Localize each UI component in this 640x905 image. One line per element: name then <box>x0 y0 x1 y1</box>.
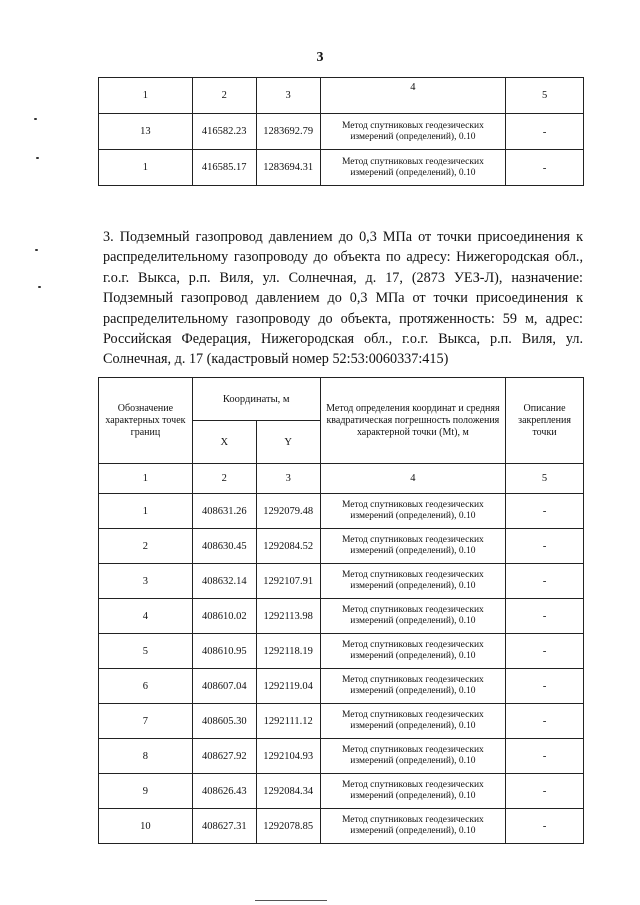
coord-x: 408610.02 <box>192 599 256 634</box>
table-row <box>99 739 584 774</box>
method-cell: Метод спутниковых геодезических измерений (определений), 0.10 <box>320 739 505 774</box>
header-cell: 3 <box>256 78 320 114</box>
description-cell: - <box>506 494 584 529</box>
scan-speck <box>38 286 41 288</box>
method-cell: Метод спутниковых геодезических измерений (определений), 0.10 <box>320 809 505 844</box>
table-row <box>99 564 584 599</box>
description-cell: - <box>506 704 584 739</box>
coord-y: 1292111.12 <box>256 704 320 739</box>
description-cell: - <box>506 774 584 809</box>
coord-x: 408627.31 <box>192 809 256 844</box>
coord-x: 408632.14 <box>192 564 256 599</box>
point-number: 1 <box>99 150 193 186</box>
page-number: 3 <box>316 50 324 65</box>
method-cell: Метод спутниковых геодезических измерений (определений), 0.10 <box>320 529 505 564</box>
method-cell: Метод спутниковых геодезических измерений (определений), 0.10 <box>320 599 505 634</box>
coord-y: 1292113.98 <box>256 599 320 634</box>
method-cell: Метод спутниковых геодезических измерений (определений), 0.10 <box>320 564 505 599</box>
coord-x: 416585.17 <box>192 150 256 186</box>
description-cell: - <box>506 529 584 564</box>
header-y: Y <box>256 421 320 464</box>
method-cell: Метод спутниковых геодезических измерений (определений), 0.10 <box>320 634 505 669</box>
point-number: 1 <box>99 494 193 529</box>
point-number: 13 <box>99 114 193 150</box>
header-description: Описание закрепления точки <box>506 378 584 464</box>
coord-y: 1292119.04 <box>256 669 320 704</box>
description-cell: - <box>506 564 584 599</box>
point-number: 8 <box>99 739 193 774</box>
footer-line <box>255 900 327 901</box>
coord-x: 408605.30 <box>192 704 256 739</box>
coord-x: 408631.26 <box>192 494 256 529</box>
point-number: 7 <box>99 704 193 739</box>
table-row <box>99 494 584 529</box>
coord-y: 1292079.48 <box>256 494 320 529</box>
coord-y: 1292104.93 <box>256 739 320 774</box>
coordinates-table-continued <box>98 77 584 186</box>
header-cell: 4 <box>320 78 506 114</box>
table-row <box>99 774 584 809</box>
point-number: 10 <box>99 809 193 844</box>
coord-x: 416582.23 <box>192 114 256 150</box>
point-number: 2 <box>99 529 193 564</box>
point-number: 6 <box>99 669 193 704</box>
table-header-row <box>99 378 584 421</box>
scan-speck <box>35 249 38 251</box>
coord-x: 408607.04 <box>192 669 256 704</box>
coordinates-table <box>98 377 584 844</box>
table-row <box>99 114 584 150</box>
header-coordinates: Координаты, м <box>192 378 320 421</box>
coord-x: 408627.92 <box>192 739 256 774</box>
method-cell: Метод спутниковых геодезических измерений (определений), 0.10 <box>320 704 505 739</box>
coord-y: 1283694.31 <box>256 150 320 186</box>
coord-x: 408626.43 <box>192 774 256 809</box>
header-cell: 5 <box>506 78 584 114</box>
method-cell: Метод спутниковых геодезических измерений (определений), 0.10 <box>320 774 505 809</box>
column-number: 2 <box>192 464 256 494</box>
table-row <box>99 669 584 704</box>
coord-y: 1292118.19 <box>256 634 320 669</box>
header-cell: 2 <box>192 78 256 114</box>
description-cell: - <box>506 150 584 186</box>
description-cell: - <box>506 114 584 150</box>
coord-y: 1292084.52 <box>256 529 320 564</box>
coord-y: 1292084.34 <box>256 774 320 809</box>
method-cell: Метод спутниковых геодезических измерений (определений), 0.10 <box>320 150 506 186</box>
description-cell: - <box>506 739 584 774</box>
coord-x: 408630.45 <box>192 529 256 564</box>
method-cell: Метод спутниковых геодезических измерений (определений), 0.10 <box>320 114 506 150</box>
section-paragraph: 3. Подземный газопровод давлением до 0,3 МПа от точки присоединения к распределительному газопроводу до объекта по адресу: Нижегородская обл., г.о.г. Выкса, р.п. Виля, ул. Солнечная, д. 17, (2873 УЕЗ-Л), назначение: Подземный газопровод давлением до 0,3 МПа от точки присоединения к распределительному газопроводу до объекта, протяженность: 59 м, адрес: Российская Федерация, Нижегородская обл., г.о.г. Выкса, р.п. Виля, ул. Солнечная, д. 17 (кадастровый номер 52:53:0060337:415) <box>103 229 583 368</box>
table-row <box>99 704 584 739</box>
scan-speck <box>36 157 39 159</box>
method-cell: Метод спутниковых геодезических измерений (определений), 0.10 <box>320 669 505 704</box>
point-number: 3 <box>99 564 193 599</box>
description-cell: - <box>506 809 584 844</box>
description-cell: - <box>506 634 584 669</box>
table-row <box>99 634 584 669</box>
header-x: X <box>192 421 256 464</box>
coord-y: 1292078.85 <box>256 809 320 844</box>
table-row <box>99 599 584 634</box>
point-number: 5 <box>99 634 193 669</box>
scan-speck <box>34 118 37 120</box>
header-point-designation: Обозначение характерных точек границ <box>99 378 193 464</box>
column-number: 4 <box>320 464 505 494</box>
table-header-row <box>99 78 584 114</box>
header-cell: 1 <box>99 78 193 114</box>
description-cell: - <box>506 599 584 634</box>
column-number: 5 <box>506 464 584 494</box>
point-number: 9 <box>99 774 193 809</box>
table-row <box>99 529 584 564</box>
table-row <box>99 809 584 844</box>
table-row <box>99 150 584 186</box>
point-number: 4 <box>99 599 193 634</box>
column-number: 3 <box>256 464 320 494</box>
column-number: 1 <box>99 464 193 494</box>
header-method: Метод определения координат и средняя квадратическая погрешность положения характерной точки (Mt), м <box>320 378 505 464</box>
coord-y: 1292107.91 <box>256 564 320 599</box>
coord-x: 408610.95 <box>192 634 256 669</box>
table-number-row <box>99 464 584 494</box>
description-cell: - <box>506 669 584 704</box>
coord-y: 1283692.79 <box>256 114 320 150</box>
method-cell: Метод спутниковых геодезических измерений (определений), 0.10 <box>320 494 505 529</box>
